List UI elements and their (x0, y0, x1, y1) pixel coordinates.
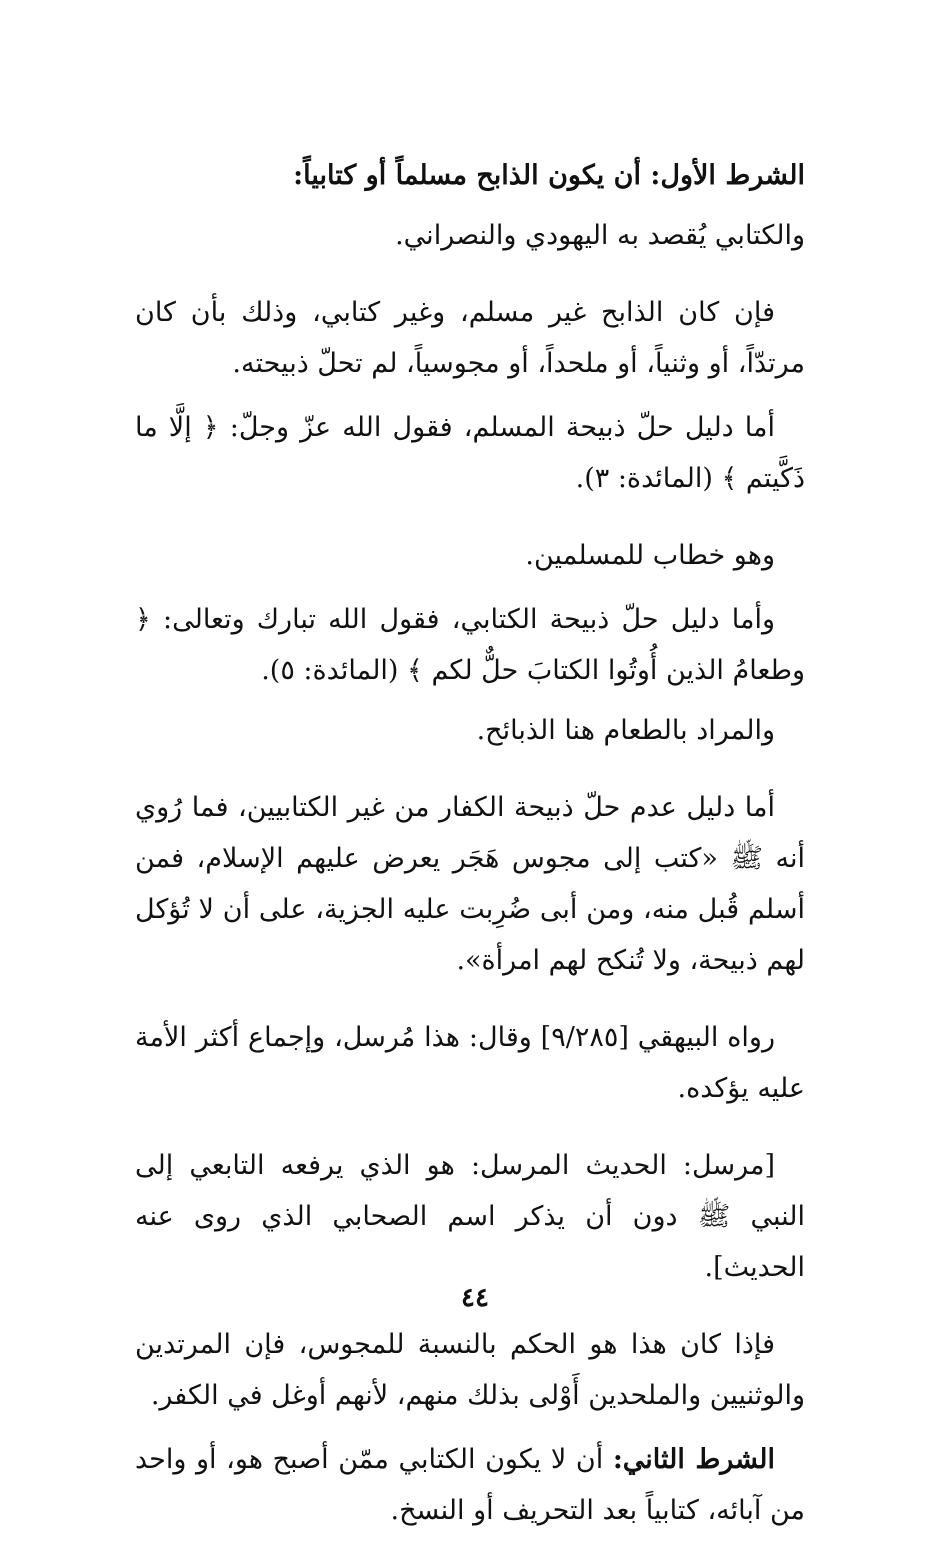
paragraph-meaning: والمراد بالطعام هنا الذبائح. (476, 715, 775, 746)
paragraph-kitabi-definition: والكتابي يُقصد به اليهودي والنصراني. (395, 220, 805, 251)
paragraph-mursal-definition: [مرسل: الحديث المرسل: هو الذي يرفعه التابعي إلى النبي ﷺ دون أن يذكر اسم الصحابي الذي روى عنه الحديث]. (135, 1150, 805, 1283)
condition-two-heading: الشرط الثاني: (612, 1444, 775, 1475)
condition-one-heading: الشرط الأول: أن يكون الذابح مسلماً أو كتابياً: (293, 160, 805, 191)
paragraph-evidence-kuffar: أما دليل عدم حلّ ذبيحة الكفار من غير الكتابيين، فما رُوي أنه ﷺ «كتب إلى مجوس هَجَر يعرض عليهم الإسلام، فمن أسلم قُبل منه، ومن أبى ضُرِبت عليه الجزية، على أن لا تُؤكل لهم ذبيحة، ولا تُنكح لهم امرأة». (135, 792, 805, 976)
paragraph-condition-two (135, 1434, 805, 1536)
paragraph-non-muslim: فإن كان الذابح غير مسلم، وغير كتابي، وذلك بأن كان مرتدّاً، أو وثنياً، أو ملحداً، أو مجوسياً، لم تحلّ ذبيحته. (135, 297, 805, 379)
page-number: ٤٤ (461, 1283, 489, 1313)
page-body (135, 150, 805, 1549)
condition-two-text: أن لا يكون الكتابي ممّن أصبح هو، أو واحد من آبائه، كتابياً بعد التحريف أو النسخ. (135, 1444, 805, 1526)
paragraph-address: وهو خطاب للمسلمين. (525, 540, 775, 571)
paragraph-narration: رواه البيهقي [٩/٢٨٥] وقال: هذا مُرسل، وإجماع أكثر الأمة عليه يؤكده. (135, 1022, 805, 1104)
paragraph-evidence-kitabi: وأما دليل حلّ ذبيحة الكتابي، فقول الله تبارك وتعالى: ﴿ وطعامُ الذين أُوتُوا الكتابَ حلٌّ لكم ﴾ (المائدة: ٥). (135, 604, 805, 686)
paragraph-majus: فإذا كان هذا هو الحكم بالنسبة للمجوس، فإن المرتدين والوثنيين والملحدين أَوْلى بذلك منهم، لأنهم أوغل في الكفر. (135, 1329, 805, 1411)
paragraph-evidence-muslim: أما دليل حلّ ذبيحة المسلم، فقول الله عزّ وجلّ: ﴿ إلَّا ما ذَكَّيتم ﴾ (المائدة: ٣). (135, 412, 805, 494)
